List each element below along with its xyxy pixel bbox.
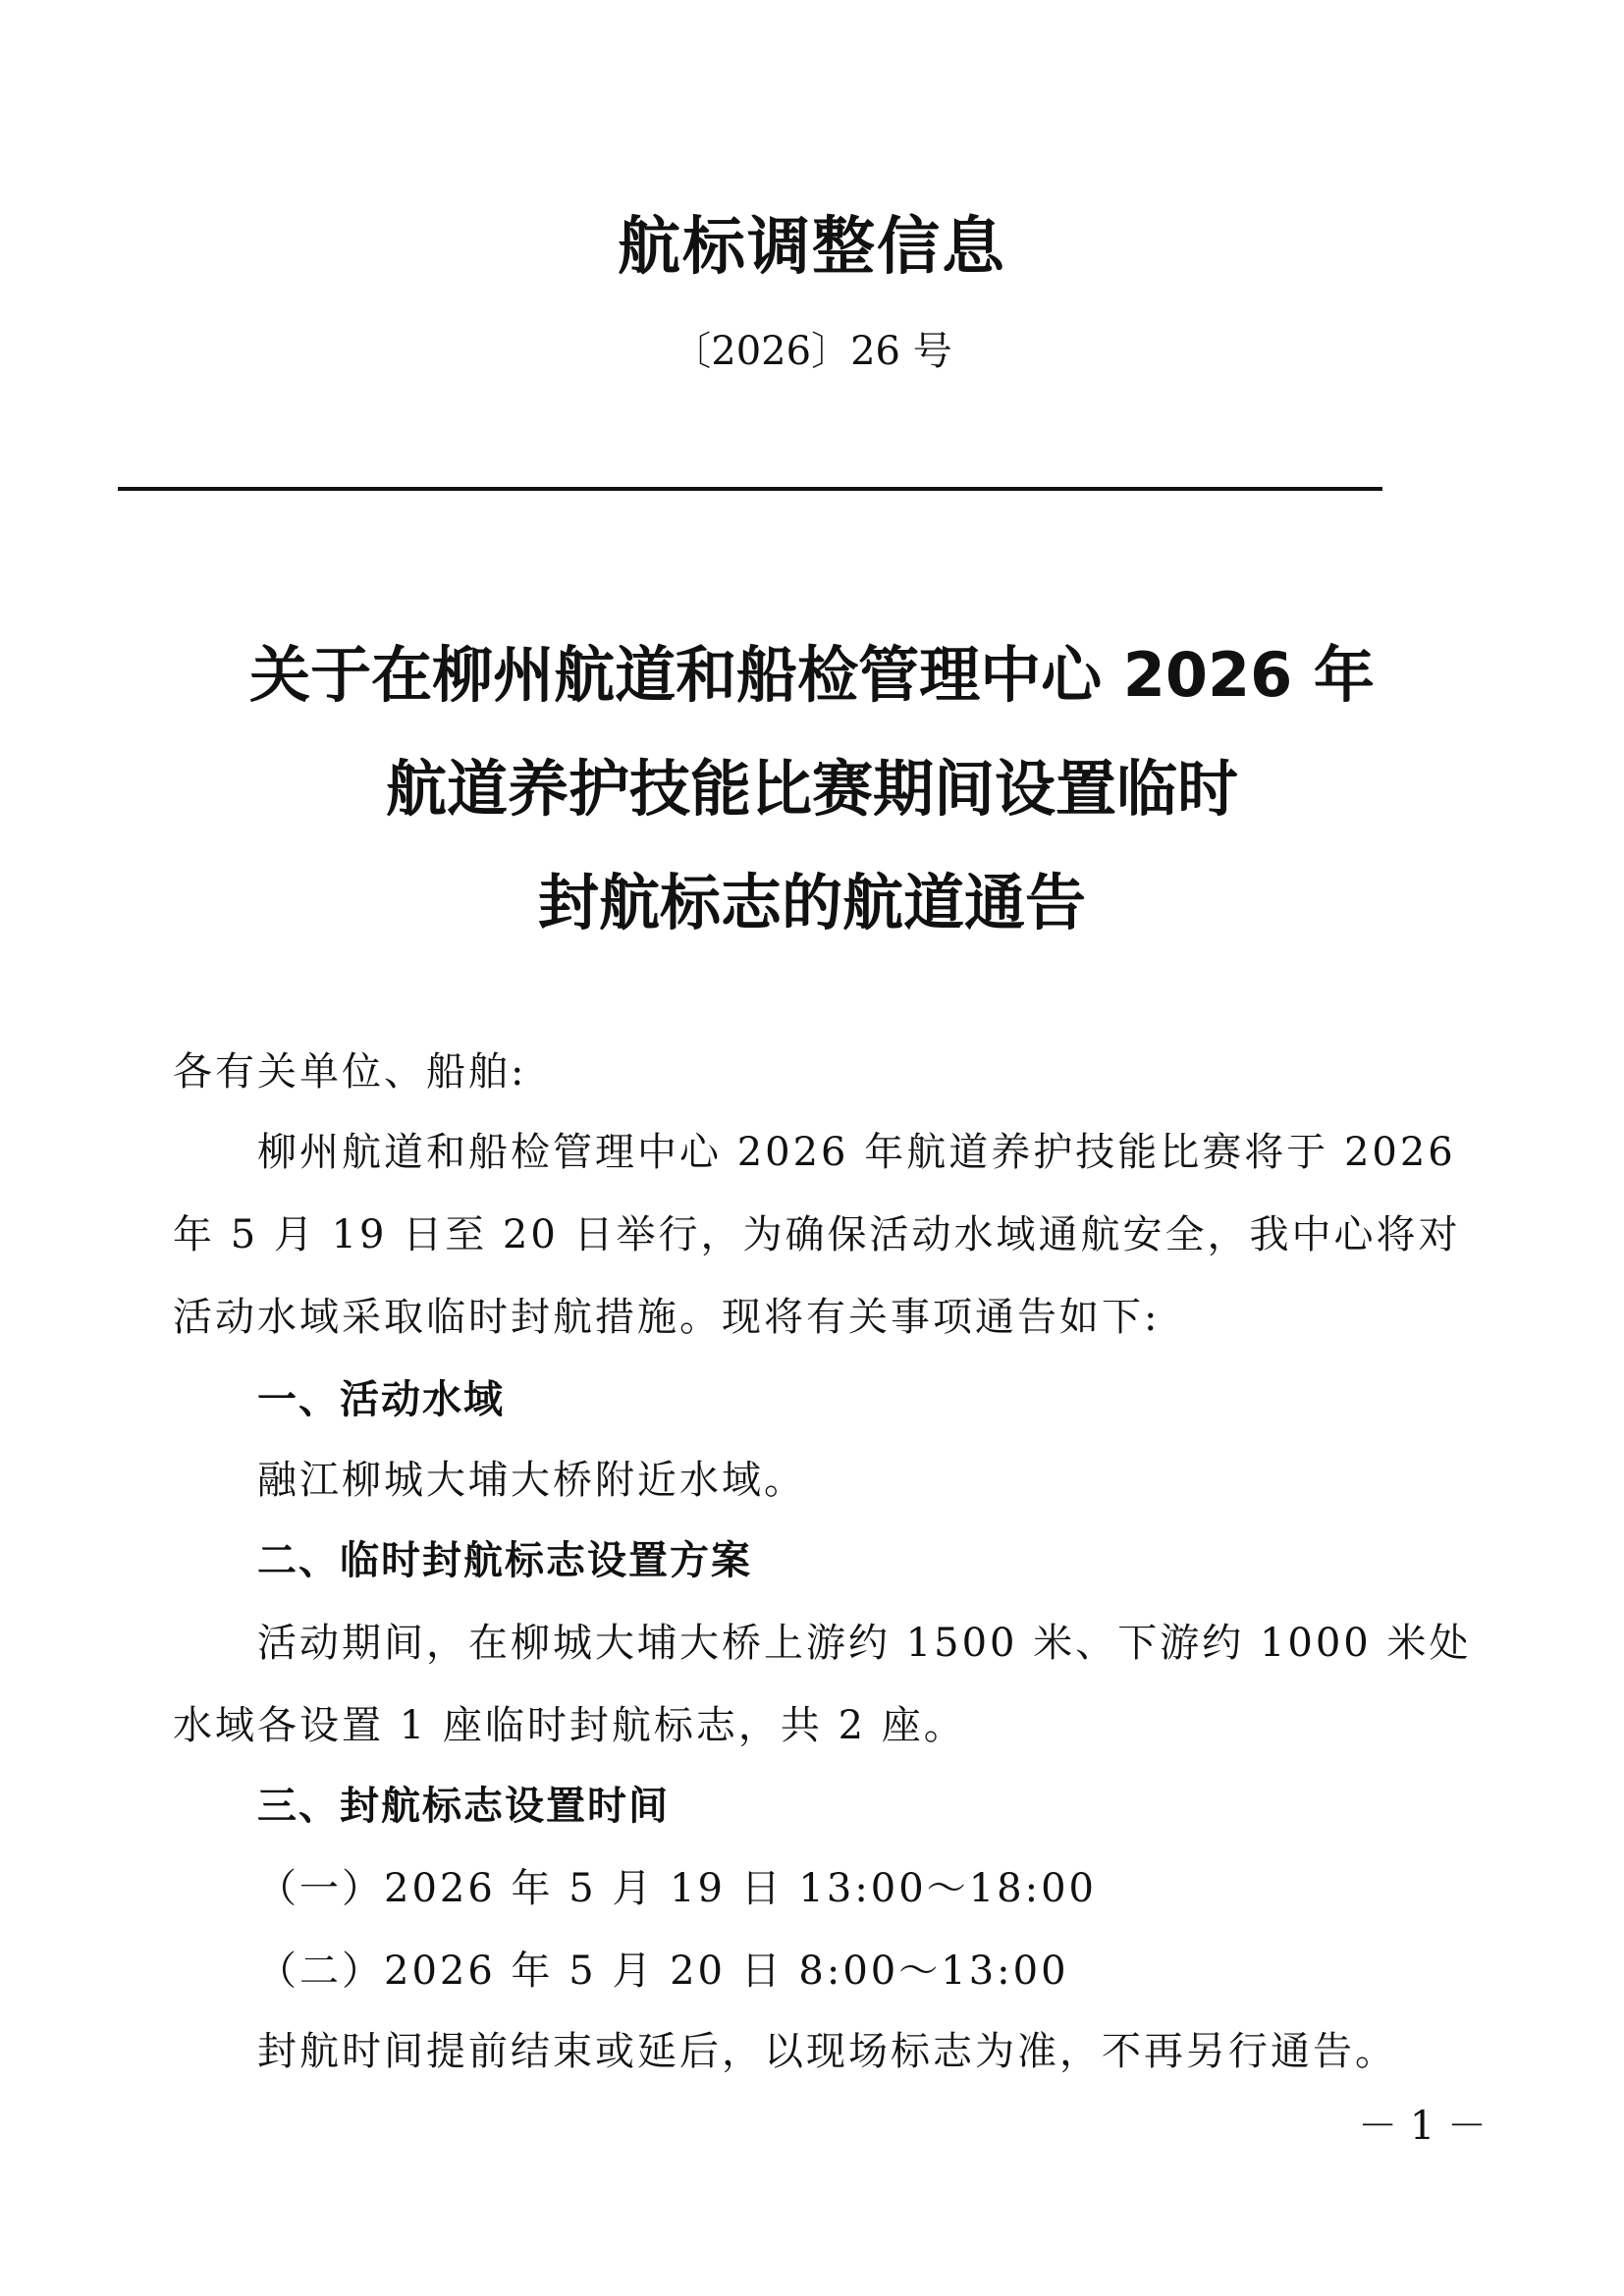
intro-line: 柳州航道和船检管理中心 2026 年航道养护技能比赛将于 2026 — [257, 1130, 1456, 1175]
document-header-title: 航标调整信息 — [618, 211, 1006, 284]
schedule-item: （二）2026 年 5 月 20 日 8:00～13:00 — [257, 1949, 1069, 1994]
section-text: 融江柳城大埔大桥附近水域。 — [257, 1458, 806, 1503]
notice-title-line: 关于在柳州航道和船检管理中心 2026 年 — [249, 639, 1375, 711]
schedule-item: （一）2026 年 5 月 19 日 13:00～18:00 — [257, 1866, 1097, 1911]
section-text: 水域各设置 1 座临时封航标志，共 2 座。 — [173, 1703, 966, 1748]
notice-title-line: 航道养护技能比赛期间设置临时 — [385, 753, 1238, 825]
header-divider — [118, 487, 1382, 491]
document-number: 〔2026〕26 号 — [672, 329, 952, 374]
section-text: 活动期间，在柳城大埔大桥上游约 1500 米、下游约 1000 米处 — [257, 1621, 1472, 1666]
notice-title-line: 封航标志的航道通告 — [537, 867, 1086, 938]
notice-title — [0, 618, 1624, 960]
section-heading: 二、临时封航标志设置方案 — [257, 1538, 752, 1583]
intro-line: 活动水域采取临时封航措施。现将有关事项通告如下: — [173, 1295, 1161, 1340]
page-number: － 1 － — [1358, 2104, 1487, 2149]
section-heading: 一、活动水域 — [257, 1377, 505, 1422]
section-heading: 三、封航标志设置时间 — [257, 1784, 670, 1829]
closing-text: 封航时间提前结束或延后，以现场标志为准，不再另行通告。 — [257, 2029, 1397, 2074]
intro-line: 年 5 月 19 日至 20 日举行，为确保活动水域通航安全，我中心将对 — [173, 1212, 1461, 1257]
salutation: 各有关单位、船舶: — [173, 1049, 527, 1095]
